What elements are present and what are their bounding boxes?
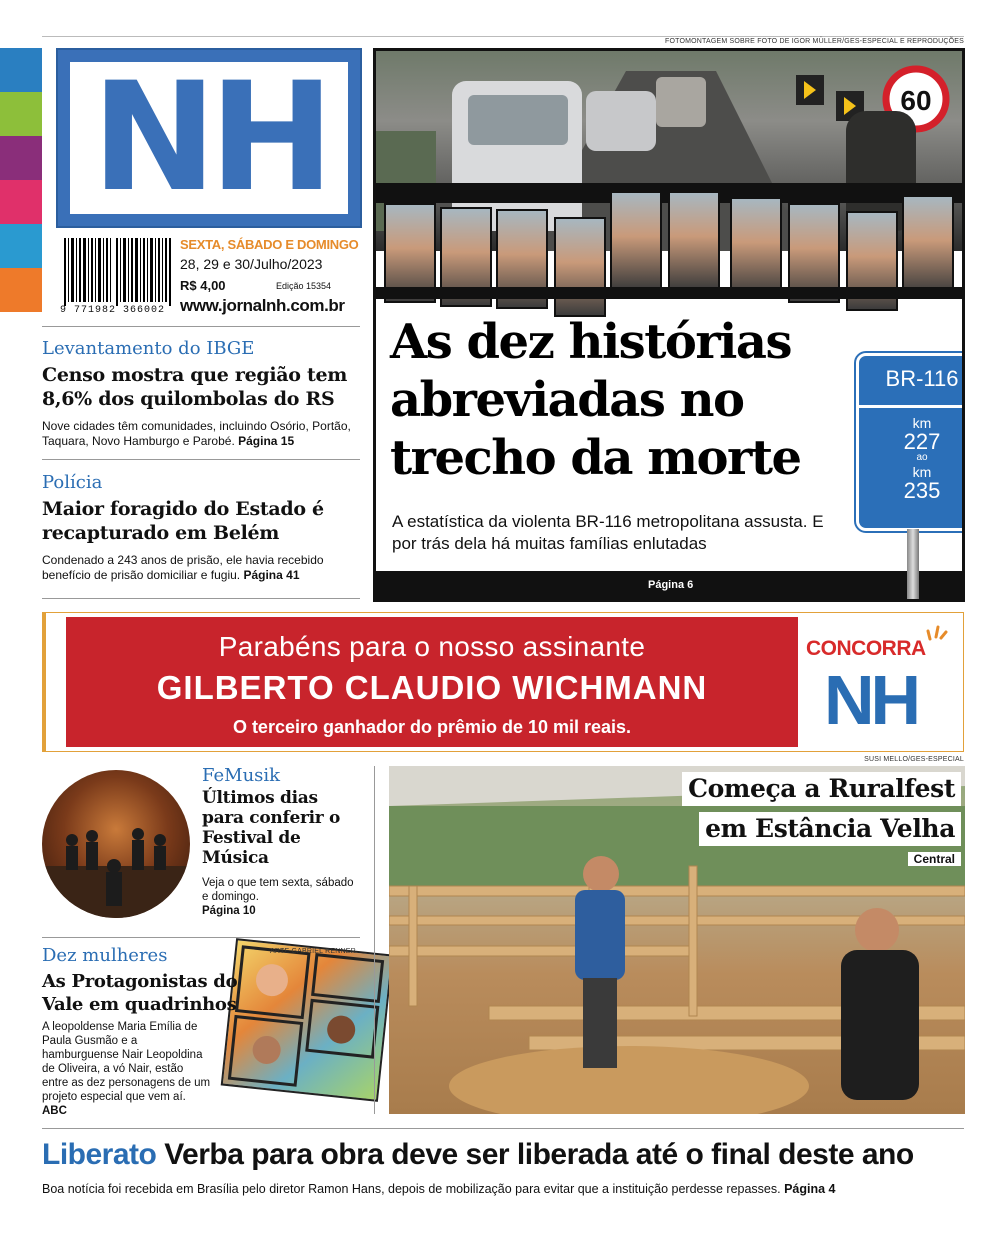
story-page: Página 10: [202, 905, 256, 917]
sign-from: 227: [903, 429, 941, 454]
edition-number: Edição 15354: [276, 281, 332, 291]
divider: [42, 1128, 964, 1129]
story-kicker: Levantamento do IBGE: [42, 338, 255, 359]
newspaper-logo[interactable]: [56, 48, 362, 228]
bottom-body-text: [42, 1182, 836, 1196]
banner-line1: Parabéns para o nosso assinante: [218, 631, 646, 662]
promo-banner[interactable]: [42, 612, 964, 752]
photo-credit-top: FOTOMONTAGEM SOBRE FOTO DE IGOR MÜLLER/GES-ESPECIAL E REPRODUÇÕES: [664, 38, 964, 45]
story-kicker: FeMusik: [202, 765, 281, 786]
story-page: Página 41: [243, 568, 300, 582]
top-rule: [42, 36, 964, 37]
story-body: A leopoldense Maria Emília de Paula Gusmão e a hamburguense Nair Leopoldina de Oliveira, a vó Nair, estão entre as dez personagens de um projeto especial que vem aí.: [42, 1021, 211, 1103]
portrait: [610, 191, 662, 291]
story-body: Nove cidades têm comunidades, incluindo Osório, Portão, Taquara, Novo Hamburgo e Parobé.: [42, 419, 351, 448]
rural-title-line1[interactable]: Começa a Ruralfest: [682, 772, 961, 806]
divider: [42, 326, 360, 327]
bottom-body: Boa notícia foi recebida em Brasília pelo diretor Ramon Hans, depois de mobilização para evitar que a instituição perdesse repasses.: [42, 1182, 781, 1196]
banner-red-panel: [66, 617, 798, 747]
bottom-headline[interactable]: Verba para obra deve ser liberada até o final deste ano: [164, 1138, 914, 1171]
story-headline[interactable]: Censo mostra que região tem 8,6% dos quilombolas do RS: [42, 364, 348, 410]
story-page: ABC: [42, 1105, 67, 1117]
banner-line3: O terceiro ganhador do prêmio de 10 mil reais.: [232, 717, 632, 737]
speed-limit-text: 60: [900, 85, 932, 116]
bottom-kicker: Liberato: [42, 1138, 157, 1171]
story-body: Veja o que tem sexta, sábado e domingo.: [202, 877, 354, 903]
portrait: [902, 195, 954, 295]
rural-section: Central: [908, 852, 961, 866]
portrait: [730, 197, 782, 297]
divider: [42, 459, 360, 460]
story-kicker: Dez mulheres: [42, 945, 168, 966]
concorra-label: CONCORRA: [806, 637, 926, 660]
story-body: Condenado a 243 anos de prisão, ele havia recebido benefício de prisão domiciliar e fugiu.: [42, 553, 324, 582]
story-headline[interactable]: As Protagonistas do Vale em quadrinhos: [42, 971, 238, 1015]
sign-road: BR-116: [859, 356, 965, 408]
divider: [42, 937, 360, 938]
portrait: [668, 191, 720, 291]
orchestra-illustration: [42, 770, 190, 918]
sign-to: 235: [903, 478, 941, 503]
sign-km: km: [912, 415, 932, 431]
barcode-number: 9 771982 366002: [60, 305, 166, 316]
rural-title-line2[interactable]: em Estância Velha: [699, 812, 961, 846]
ruralfest-photo[interactable]: [389, 766, 965, 1114]
sign-km2: km: [912, 464, 932, 480]
publication-date: 28, 29 e 30/Julho/2023: [180, 256, 323, 272]
website-link[interactable]: www.jornalnh.com.br: [180, 296, 345, 315]
concorra-nh-logo: NH: [824, 661, 918, 739]
sign-to-word: ao: [916, 452, 928, 463]
story-headline[interactable]: Maior foragido do Estado é recapturado em Belém: [42, 498, 324, 544]
main-subtitle: A estatística da violenta BR-116 metropolitana assusta. E por trás dela há muitas famílias enlutadas: [392, 512, 824, 553]
barcode-icon: [64, 238, 172, 306]
main-headline[interactable]: As dez histórias abreviadas no trecho da morte: [390, 314, 801, 486]
divider: [42, 598, 360, 599]
story-kicker: Polícia: [42, 472, 103, 493]
price: R$ 4,00: [180, 278, 226, 293]
main-story[interactable]: [373, 48, 965, 602]
orchestra-photo[interactable]: [42, 770, 190, 918]
bottom-page: Página 4: [784, 1182, 836, 1196]
torn-edge-bottom: [376, 287, 962, 299]
story-femusik[interactable]: [202, 765, 362, 918]
bottom-story[interactable]: [42, 1138, 914, 1172]
column-divider: [374, 766, 375, 1114]
victim-portraits: [384, 191, 956, 291]
sparkle-icon: [926, 623, 948, 641]
story-policia[interactable]: [42, 472, 362, 583]
story-page: Página 15: [238, 434, 295, 448]
publication-days: SEXTA, SÁBADO E DOMINGO: [180, 237, 359, 252]
photo-credit-rural: SUSI MELLO/GES-ESPECIAL: [864, 756, 964, 763]
logo-text: NH: [91, 51, 327, 225]
br116-sign: [856, 353, 965, 531]
sign-pole: [907, 529, 919, 602]
story-mulheres[interactable]: [42, 945, 254, 1118]
comic-credit: ARTE GABRIEL RENNER: [270, 948, 356, 955]
main-page-ref: Página 6: [648, 579, 694, 591]
banner-winner-name: GILBERTO CLAUDIO WICHMANN: [156, 669, 708, 706]
portrait: [554, 217, 606, 317]
story-headline[interactable]: Últimos dias para conferir o Festival de Música: [202, 788, 341, 868]
story-ibge[interactable]: [42, 338, 362, 449]
